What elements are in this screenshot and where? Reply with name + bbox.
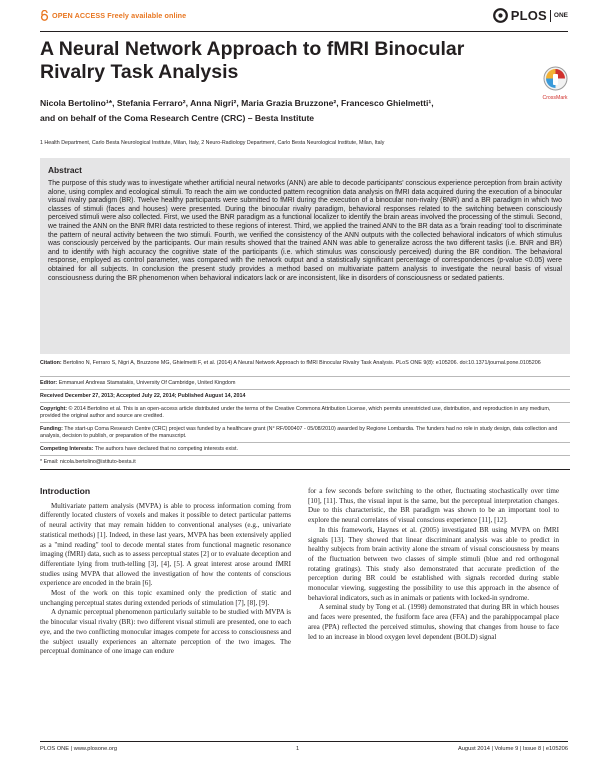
meta-divider xyxy=(40,422,570,423)
plos-logo-text: PLOS xyxy=(510,8,547,23)
funding xyxy=(40,426,570,441)
plos-logo-icon xyxy=(493,8,508,23)
citation-text: Bertolino N, Ferraro S, Nigri A, Bruzzone MG, Ghielmetti F, et al. (2014) A Neural Network Approach to fMRI Binocular Rivalry Task Analysis. PLoS ONE 9(8): e105206. doi:10.1371/journal.pone.0105206 xyxy=(63,360,541,366)
body-paragraph: A dynamic perceptual phenomenon particularly suitable to be studied with MVPA is the binocular visual rivalry (BR): two different visual stimuli are presented, one to each eye, and the two conflicting monocular images compete for access to consciousness and the subject usually experiences an alternate perception of the two images. The perceptual dominance of one image can endure xyxy=(40,608,291,656)
plos-one-logo[interactable] xyxy=(493,8,568,23)
open-access-label: OPEN ACCESS Freely available online xyxy=(52,11,187,20)
body-right-column xyxy=(308,487,559,642)
competing-interests xyxy=(40,446,570,453)
page-number: 1 xyxy=(296,746,300,752)
citation-label: Citation: xyxy=(40,360,62,366)
abstract-text: The purpose of this study was to investigate whether artificial neural networks (ANN) are able to decode participants' conscious experience perception from brain activity alone, using complex and ecological stimuli. To reach the aim we conducted pattern recognition data analysis on fMRI data acquired during the execution of a binocular visual rivalry paradigm (BR). Twelve healthy participants were submitted to fMRI during the execution of a binocular non-rivalry (BNR) and a BR paradigm in which two classes of stimuli (faces and houses) were presented. During the binocular rivalry paradigm, behavioral responses related to the switching between consciously perceived stimuli were also collected. First, we used the BNR paradigm as a functional localizer to identify the brain areas involved the processing of the stimuli. Second, we trained the ANN on the BNR fMRI data restricted to these regions of interest. Third, we applied the trained ANN to the BR data as a 'brain reading' tool to discriminate the pattern of neural activity between the two stimuli. Fourth, we verified the consistency of the ANN outputs with the collected behavioral indicators of which stimulus was consciously perceived by the participants. Our main results showed that the trained ANN was able to generalize across the two different tasks (i.e. BNR and BR) and to identify with high accuracy the cognitive state of the participants (i.e. which stimulus was consciously perceived) during the BR condition. The behavioral response, employed as control parameter, was compared with the network output and a statistically significant percentage of correspondences (p-value <0.05) were obtained for all subjects. In conclusion the present study provides a method based on multivariate pattern analysis to investigate the neural basis of visual consciousness during the BR phenomenon when behavioral indicators lack or are inconsistent, like in disorders of consciousness or sedated patients. xyxy=(48,180,562,282)
meta-divider xyxy=(40,376,570,377)
funding-text: The start-up Coma Research Centre (CRC) project was funded by a healthcare grant (N° RF/000407 - 05/08/2010) awarded by Regione Lombardia. The funders had no role in study design, data collection and analysis, decision to publish, or preparation of the manuscript. xyxy=(40,426,558,440)
article-title: A Neural Network Approach to fMRI Binocular Rivalry Task Analysis xyxy=(40,38,465,83)
body-paragraph: Multivariate pattern analysis (MVPA) is able to process information coming from differently located clusters of voxels and makes it possible to detect particular patterns of neural activity that may remain hidden to conventional analyses (e.g., univariate statistical methods) [1]. Indeed, in these last years, MVPA has been extensively applied as a "mind reading" tool to decode mental states from functional magnetic resonance imaging (fMRI) data, such as to assess perceptual states [2] or to evaluate deception and differentiate lying from truth-telling [3], [4], [5]. A great interest arose around fMRI studies using MVPA that allowed the investigation of how the contents of conscious experience are encoded in the brain [6]. xyxy=(40,501,291,588)
plos-one-text: ONE xyxy=(553,12,568,19)
abstract-box xyxy=(40,158,570,354)
competing-interests-text: The authors have declared that no competing interests exist. xyxy=(94,446,239,452)
body-paragraph: for a few seconds before switching to the other, fluctuating stochastically over time [10], [11]. Thus, the visual input is the same, but the perceptual interpretation changes. Due to this characteristic, the BR paradigm was shown to be an important tool to explore the neural correlates of visual conscious experience [11], [12]. xyxy=(308,487,559,525)
affiliations: 1 Health Department, Carlo Besta Neurological Institute, Milan, Italy, 2 Neuro-Radiology Department, Carlo Besta Neurological Institute, Milan, Italy xyxy=(40,140,385,146)
journal-header xyxy=(40,8,568,30)
meta-bottom-rule xyxy=(40,469,570,470)
logo-divider xyxy=(550,10,551,22)
copyright-text: © 2014 Bertolino et al. This is an open-access article distributed under the terms of the Creative Commons Attribution License, which permits unrestricted use, distribution, and reproduction in any medium, provided the original author and source are credited. xyxy=(40,406,551,420)
introduction-heading: Introduction xyxy=(40,486,91,496)
meta-divider xyxy=(40,442,570,443)
crossmark-icon xyxy=(543,66,568,91)
body-left-column xyxy=(40,487,291,657)
abstract-heading: Abstract xyxy=(48,165,82,175)
citation xyxy=(40,360,570,367)
body-paragraph: In this framework, Haynes et al. (2005) investigated BR using MVPA on fMRI signals [13]. They showed that linear discriminant analysis was able to predict in healthy subjects from brain activity alone the stream of visual consciousness by means of the fluctuation between two classes of simple stimuli (blue and red orthogonal rotating gratings). This study also demonstrated that accurate prediction of the perception during BR could be established with signals recorded during stable monocular viewing, suggesting the possibility to use this approach in the absence of behavioral indicators, such as in animals or patients with locked-in syndrome. xyxy=(308,525,559,602)
crossmark-label: CrossMark xyxy=(542,95,568,101)
editor-label: Editor: xyxy=(40,380,58,386)
author-list xyxy=(40,96,560,126)
open-access-lock-icon xyxy=(40,10,49,21)
body-paragraph: Most of the work on this topic examined only the prediction of static and unchanging perceptual states during extended periods of stimulation [7], [8], [9]. xyxy=(40,589,291,607)
copyright-label: Copyright: xyxy=(40,406,68,412)
authors-line-2: and on behalf of the Coma Research Centre (CRC) – Besta Institute xyxy=(40,113,315,123)
corresponding-email[interactable]: * Email: nicola.bertolino@istituto-besta.it xyxy=(40,459,136,465)
authors-line-1: Nicola Bertolino¹*, Stefania Ferraro², Anna Nigri², Maria Grazia Bruzzone², Francesco Ghielmetti¹, xyxy=(40,98,434,108)
header-rule xyxy=(40,31,568,32)
editor xyxy=(40,380,570,387)
meta-divider xyxy=(40,455,570,456)
competing-interests-label: Competing Interests: xyxy=(40,446,94,452)
copyright xyxy=(40,406,570,421)
open-access-badge xyxy=(40,10,186,21)
footer-issue-info: August 2014 | Volume 9 | Issue 8 | e105206 xyxy=(457,746,568,752)
meta-divider xyxy=(40,402,570,403)
editor-text: Emmanuel Andreas Stamatakis, University Of Cambridge, United Kingdom xyxy=(58,380,236,386)
meta-divider xyxy=(40,389,570,390)
publication-dates: Received December 27, 2013; Accepted July 22, 2014; Published August 14, 2014 xyxy=(40,393,246,399)
body-paragraph: A seminal study by Tong et al. (1998) demonstrated that during BR in which houses and faces were presented, the fusiform face area (FFA) and the parahippocampal place area (PPA) reflected the perceived stimulus, showing that changes from house to face led to an increase in blood oxygen level dependent (BOLD) signal xyxy=(308,603,559,641)
footer-rule xyxy=(40,741,568,742)
footer-journal-url[interactable]: PLOS ONE | www.plosone.org xyxy=(40,746,118,752)
funding-label: Funding: xyxy=(40,426,63,432)
